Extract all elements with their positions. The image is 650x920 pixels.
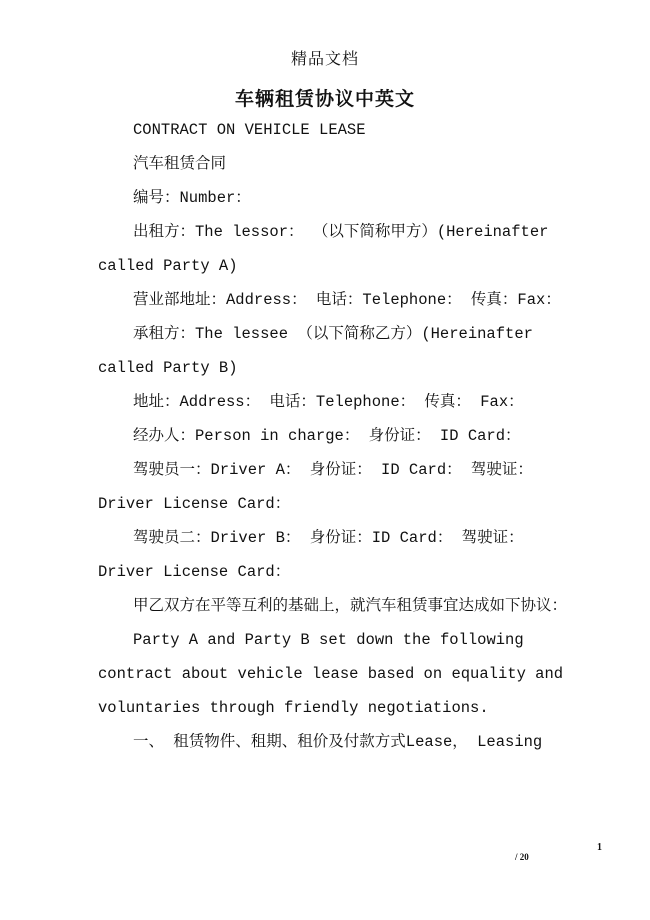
paragraph: 驾驶员一：Driver A： 身份证： ID Card： 驾驶证：Driver License Card： — [98, 461, 533, 513]
paragraph: 汽车租赁合同 — [133, 155, 227, 173]
page-total: / 20 — [515, 852, 529, 862]
paragraph: CONTRACT ON VEHICLE LEASE — [133, 121, 366, 139]
paragraph: 甲乙双方在平等互利的基础上，就汽车租赁事宜达成如下协议： — [133, 597, 568, 615]
document-body — [98, 113, 568, 759]
paragraph: 承租方：The lessee （以下简称乙方）(Hereinafter called Party B) — [98, 325, 533, 377]
paragraph: 一、 租赁物件、租期、租价及付款方式Lease， Leasing — [133, 733, 543, 751]
paragraph: 营业部地址：Address： 电话：Telephone： 传真：Fax： — [133, 291, 561, 309]
paragraph: 经办人：Person in charge： 身份证： ID Card： — [133, 427, 521, 445]
paragraph: 出租方：The lessor： （以下简称甲方）(Hereinafter called Party A) — [98, 223, 549, 275]
header-watermark-title: 精品文档 — [290, 49, 359, 68]
paragraph: Party A and Party B set down the following contract about vehicle lease based on equality and voluntaries through friendly negotiations. — [98, 631, 564, 717]
paragraph: 地址：Address： 电话：Telephone： 传真： Fax： — [133, 393, 524, 411]
paragraph: 驾驶员二：Driver B： 身份证：ID Card： 驾驶证：Driver License Card： — [98, 529, 524, 581]
page-number: 1 — [597, 842, 602, 853]
document-title: 车辆租赁协议中英文 — [234, 88, 415, 110]
paragraph: 编号：Number： — [133, 189, 251, 207]
